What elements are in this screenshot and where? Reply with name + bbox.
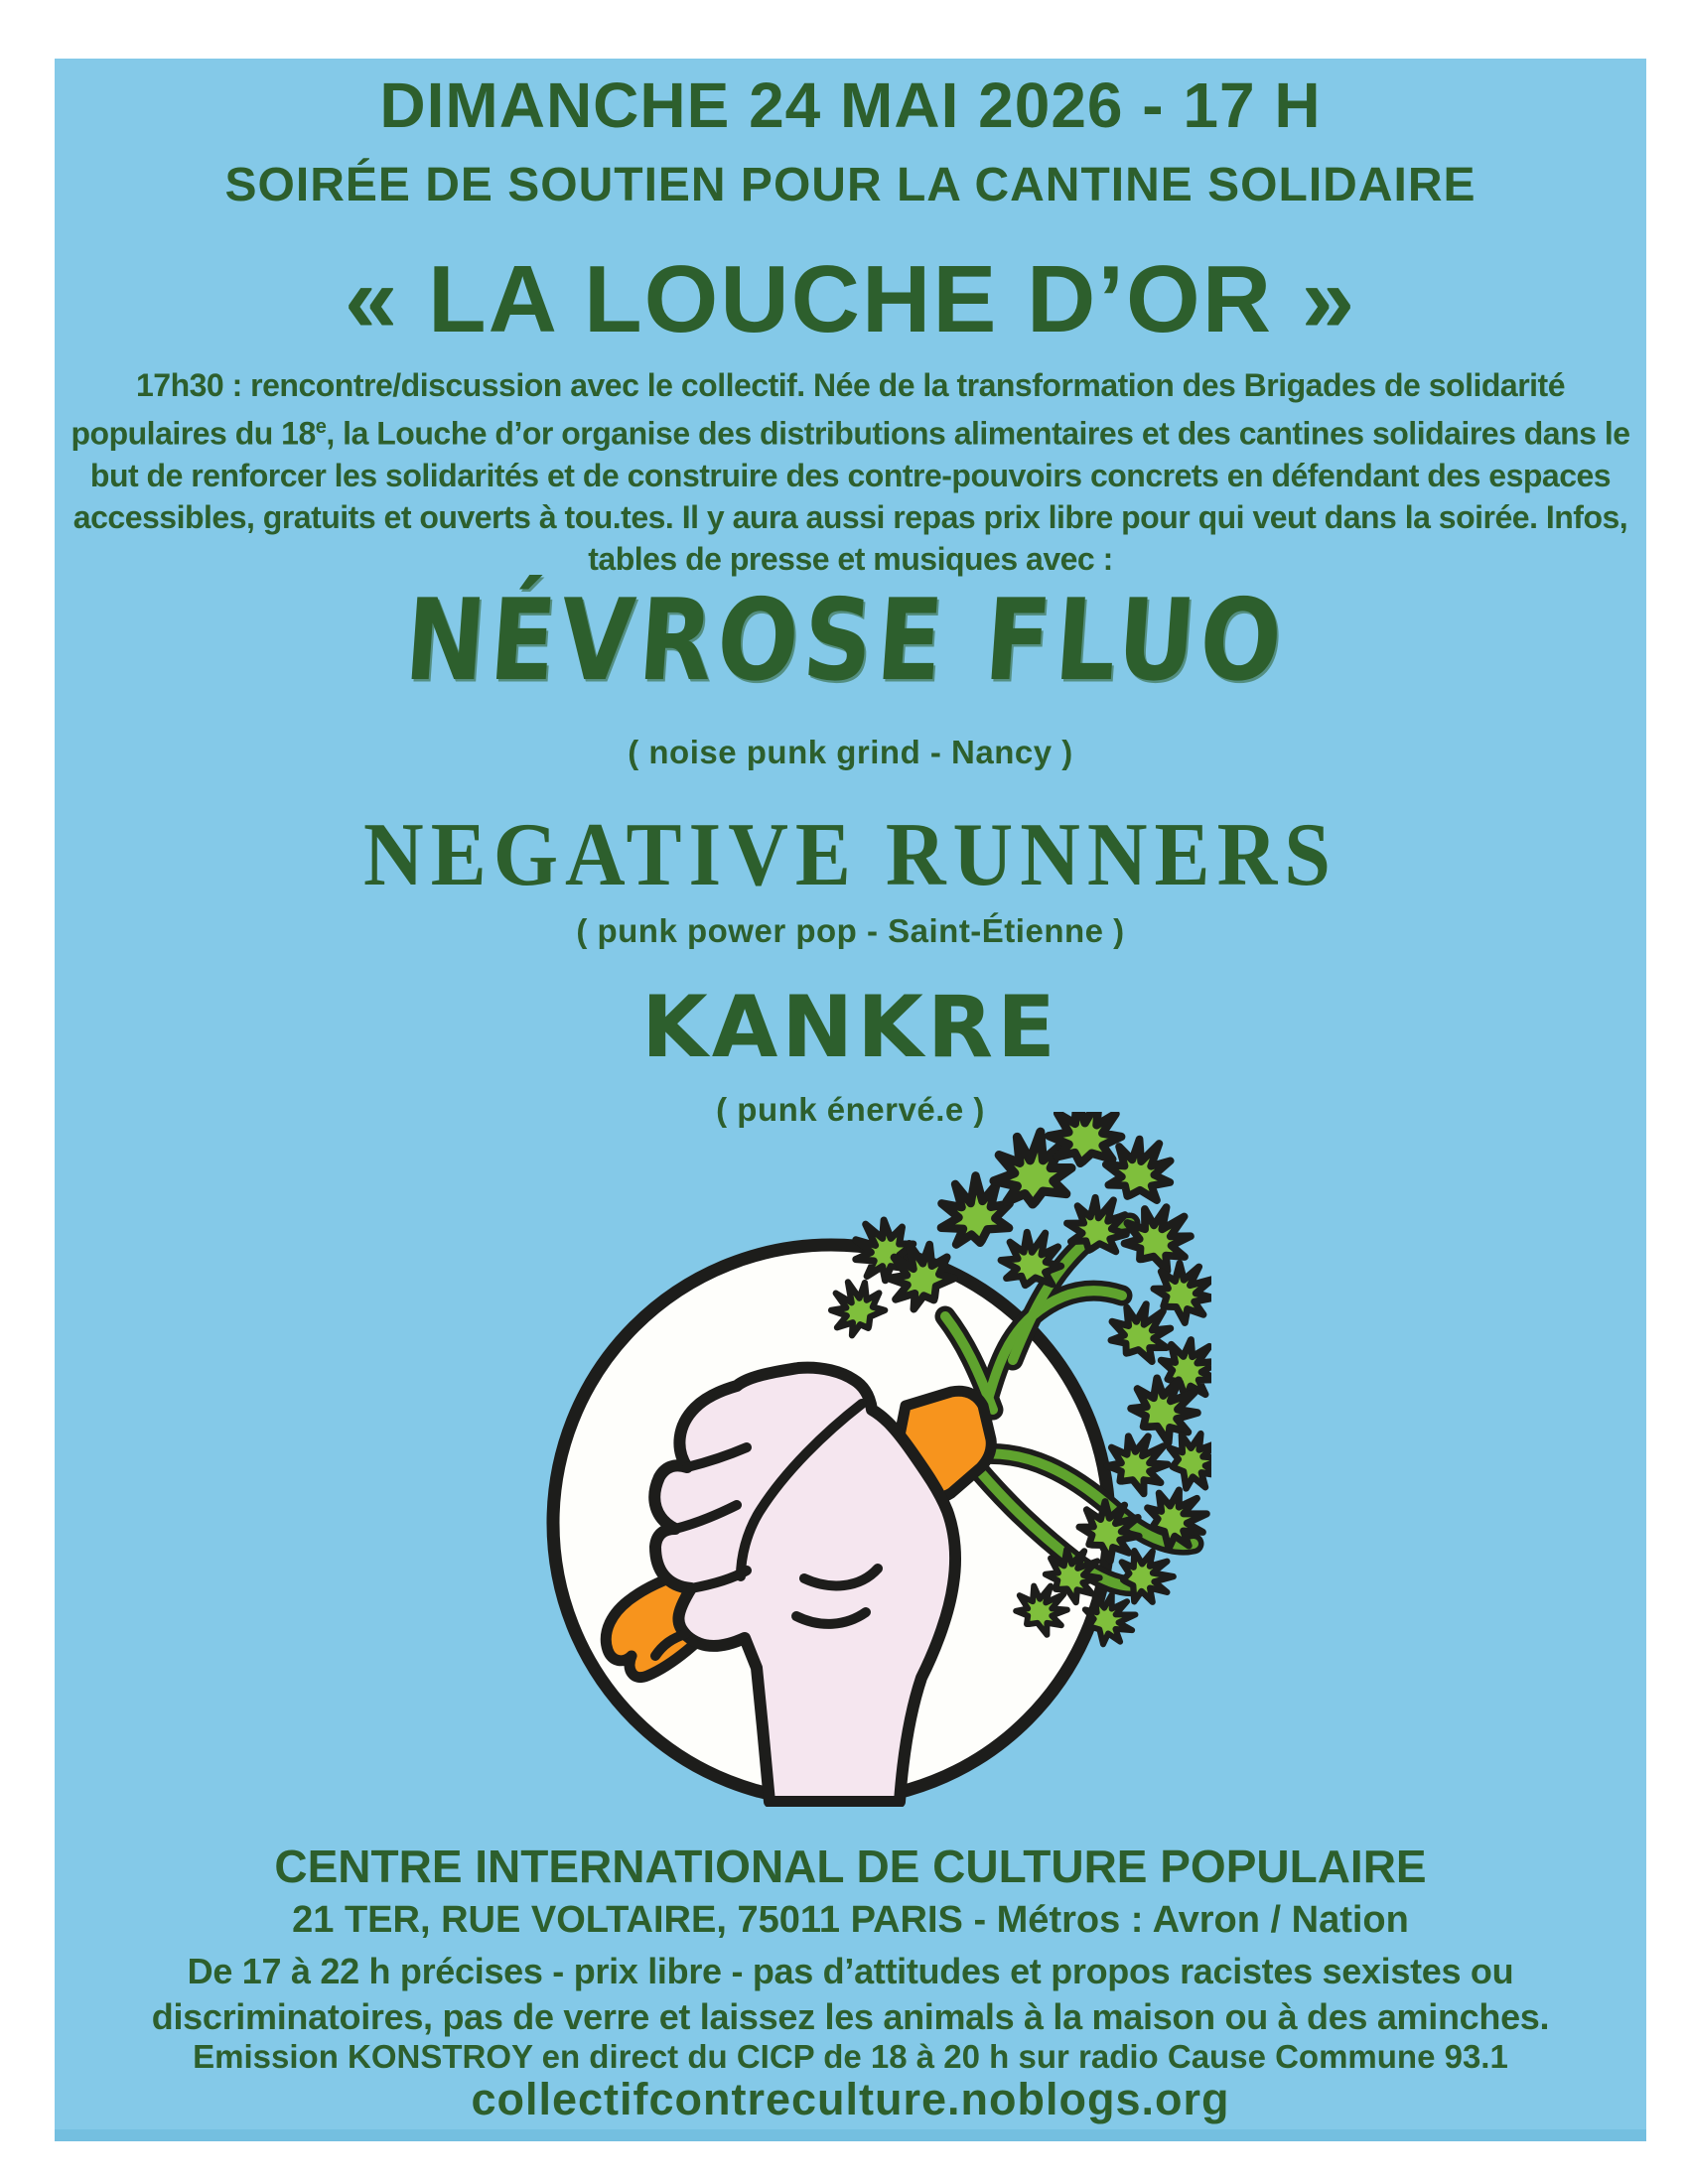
event-title: « LA LOUCHE D’OR »: [344, 246, 1357, 352]
band-genre-kankre: ( punk énervé.e ): [716, 1091, 985, 1128]
radio-broadcast-info: Emission KONSTROY en direct du CICP de 18 à 20 h sur radio Cause Commune 93.1: [193, 2038, 1508, 2075]
collective-website: collectifcontreculture.noblogs.org: [471, 2074, 1230, 2124]
venue-name: CENTRE INTERNATIONAL DE CULTURE POPULAIRE: [274, 1841, 1427, 1892]
band-name-nevrose-fluo: NÉVROSE FLUO: [400, 575, 1291, 707]
band-genre-nevrose-fluo: ( noise punk grind - Nancy ): [628, 734, 1073, 770]
intro-superscript: e: [315, 416, 327, 438]
intro-text-part2: , la Louche d’or organise des distributions alimentaires et des cantines solidaires dans le but de renforcer les solidarités et de construire des contre-pouvoirs concrets en défendant des espaces accessibles, gratuits et ouverts à tou.tes. Il y aura aussi repas prix libre pour qui veut dans la soirée. Infos, tables de presse et musiques avec :: [72, 415, 1630, 577]
intro-paragraph: [62, 364, 1640, 580]
band-name-kankre: KANKRE: [641, 978, 1059, 1077]
fist-carrot-illustration: [477, 1112, 1211, 1807]
poster-bottom-strip: [55, 2129, 1646, 2141]
event-rules: De 17 à 22 h précises - prix libre - pas d’attitudes et propos racistes sexistes ou discriminatoires, pas de verre et laissez les animals à la maison ou à des aminches.: [151, 1951, 1550, 2037]
band-name-negative-runners: NEGATIVE RUNNERS: [363, 805, 1337, 905]
poster-background: [55, 59, 1646, 2141]
event-date-line: DIMANCHE 24 MAI 2026 - 17 H: [379, 69, 1322, 141]
venue-address: 21 TER, RUE VOLTAIRE, 75011 PARIS - Métros : Avron / Nation: [292, 1899, 1409, 1941]
event-support-line: SOIRÉE DE SOUTIEN POUR LA CANTINE SOLIDAIRE: [224, 159, 1477, 211]
intro-text-part1: 17h30 : rencontre/discussion avec le collectif. Née de la transformation des Brigades de solidarité populaires du 18: [70, 367, 1565, 452]
band-genre-negative-runners: ( punk power pop - Saint-Étienne ): [576, 912, 1125, 949]
